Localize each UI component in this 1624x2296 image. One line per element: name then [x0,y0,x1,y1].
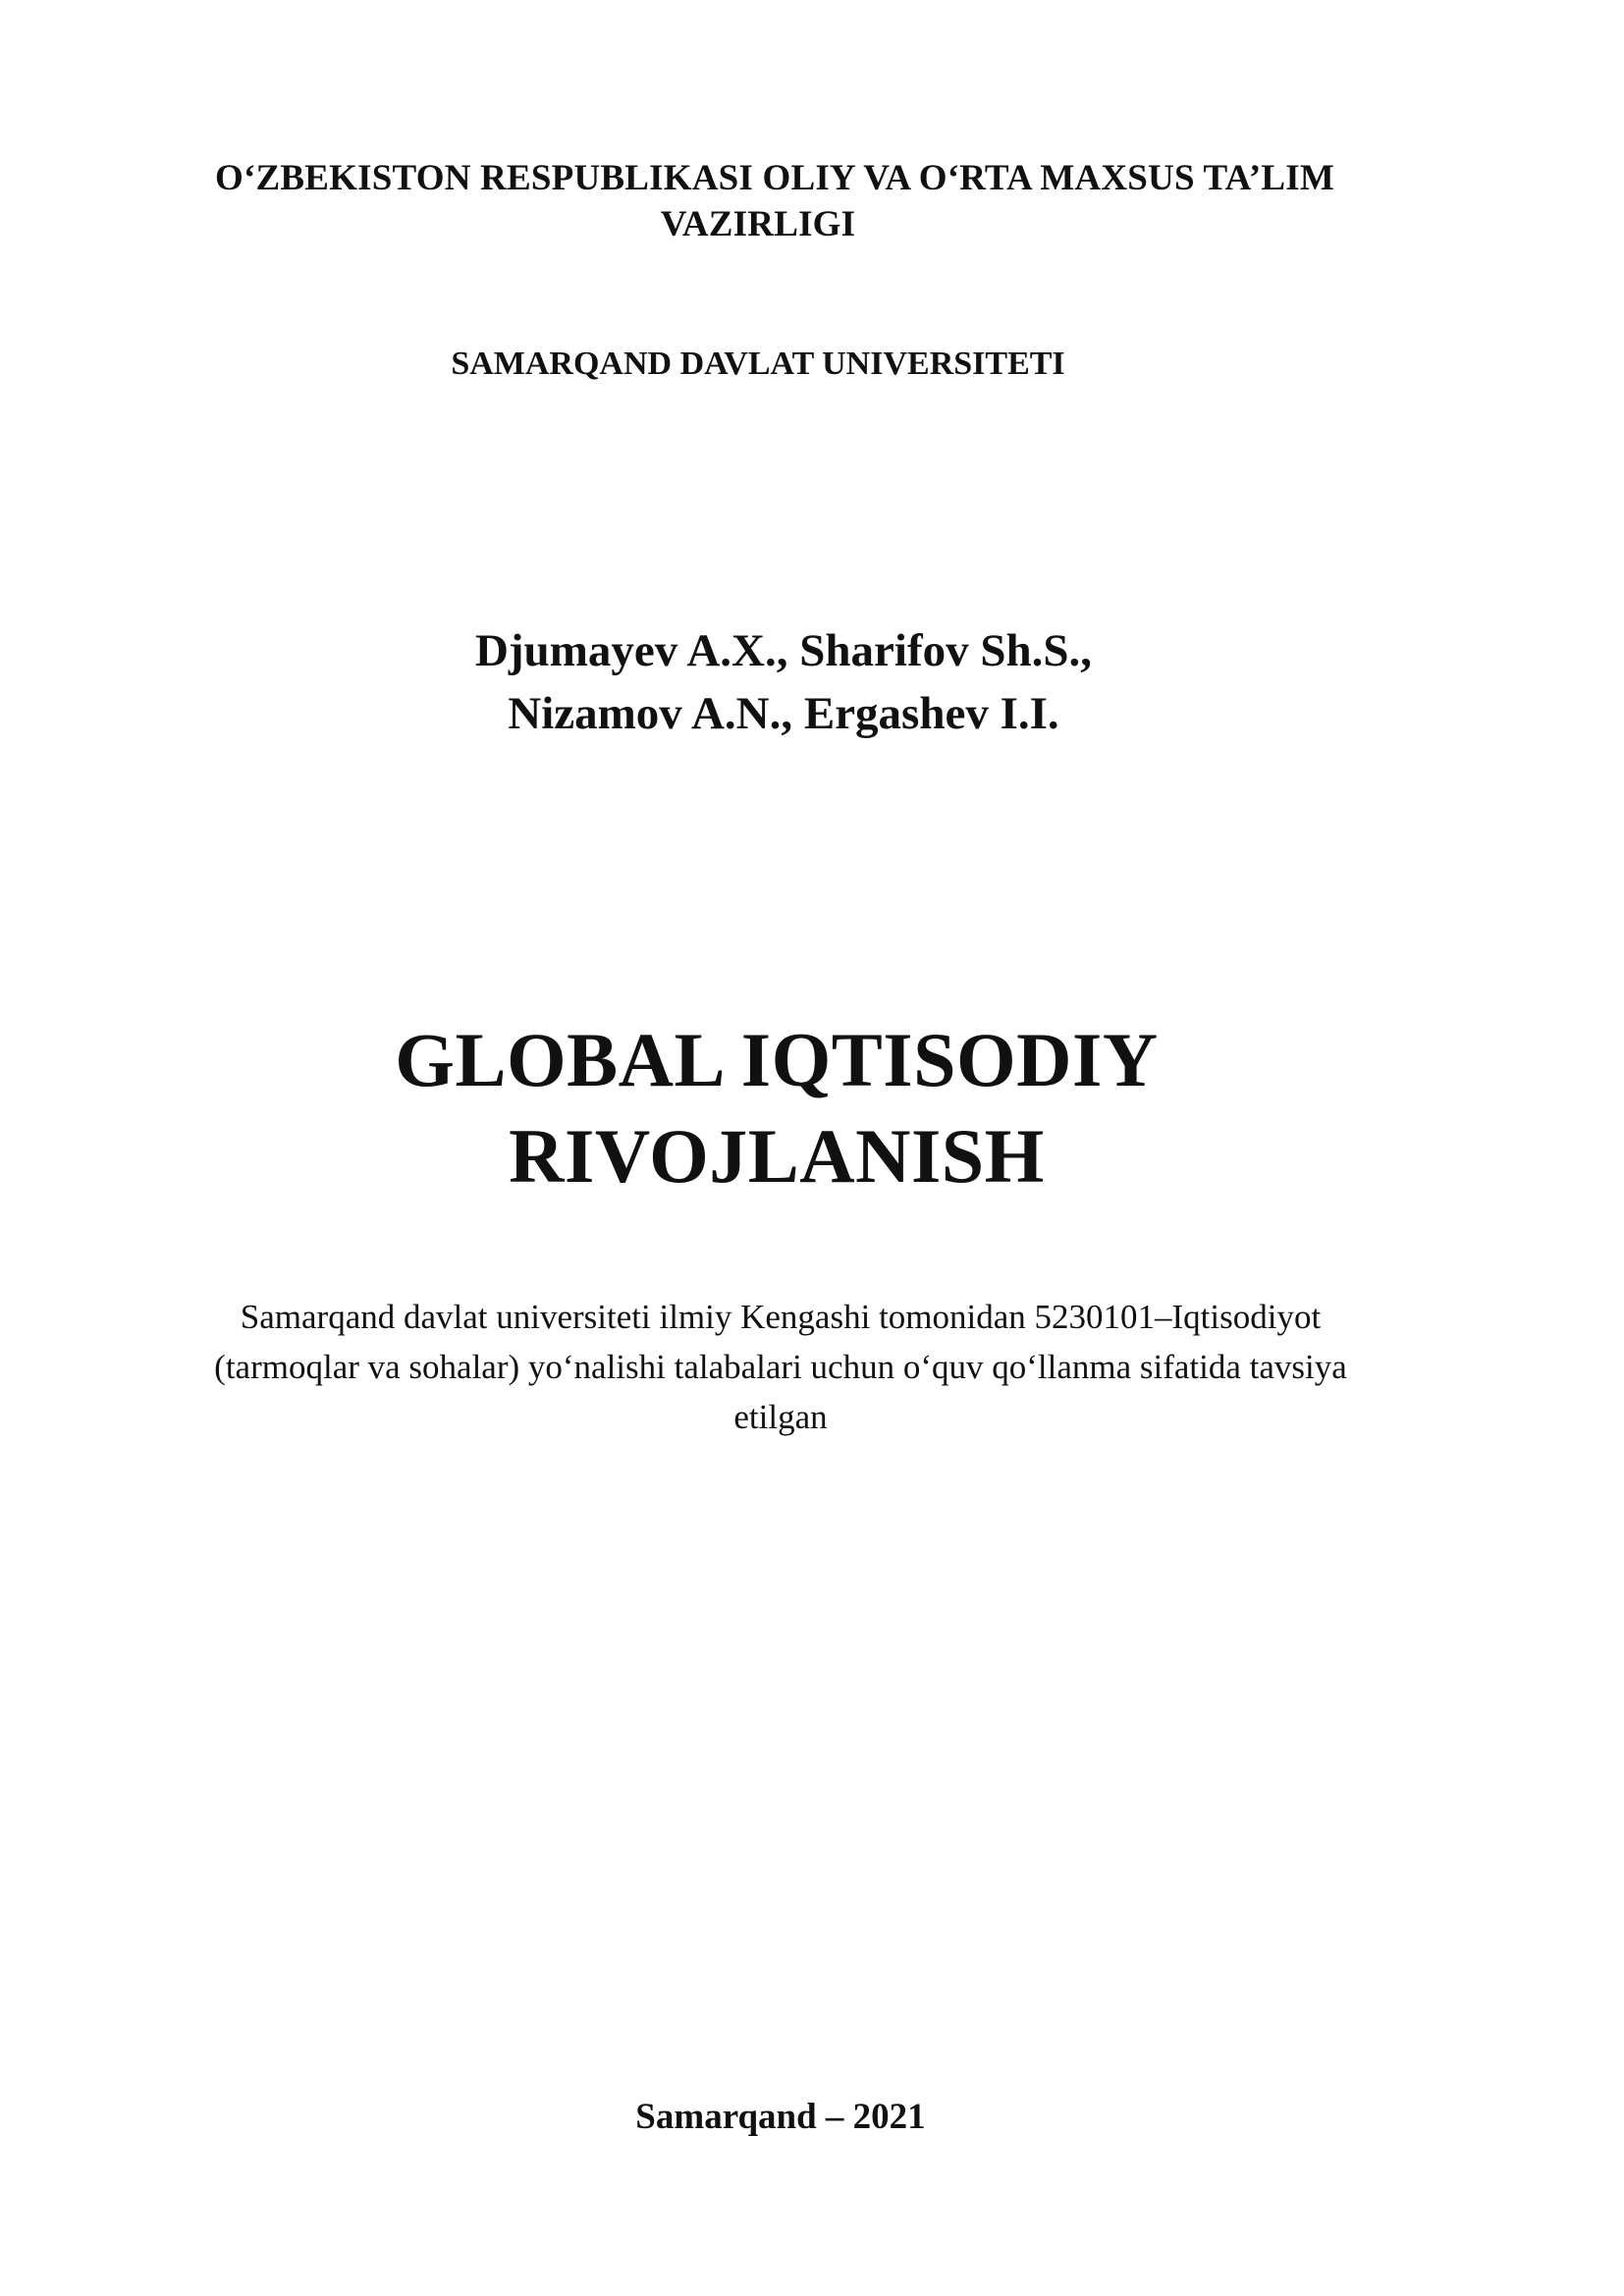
authors-line-2: Nizamov A.N., Ergashev I.I. [508,688,1059,739]
recommendation-line-1: Samarqand davlat universiteti ilmiy Kengashi tomonidan 5230101–Iqtisodiyot [240,1298,1322,1336]
recommendation-line-2: (tarmoqlar va sohalar) yo‘nalishi talabalari uchun o‘quv qo‘llanma sifatida tavsiya [214,1348,1347,1386]
book-title-line-2: RIVOJLANISH [509,1113,1045,1199]
place-and-year: Samarqand – 2021 [635,2097,926,2137]
ministry-name-line-1: O‘ZBEKISTON RESPUBLIKASI OLIY VA O‘RTA MAXSUS TA’LIM [215,158,1334,198]
ministry-name-line-2: VAZIRLIGI [660,204,856,244]
university-name: SAMARQAND DAVLAT UNIVERSITETI [451,346,1065,382]
authors-line-1: Djumayev A.X., Sharifov Sh.S., [474,625,1093,676]
book-title-line-1: GLOBAL IQTISODIY [395,1017,1159,1102]
recommendation-line-3: etilgan [733,1398,828,1436]
